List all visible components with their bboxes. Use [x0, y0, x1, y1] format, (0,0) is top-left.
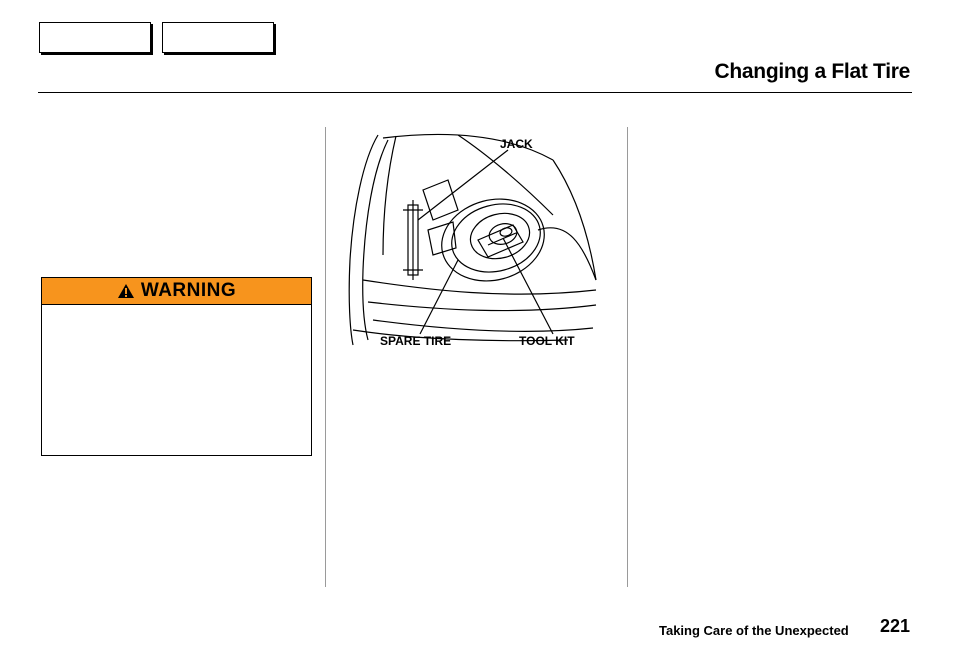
title-divider — [38, 92, 912, 93]
callout-spare-tire: SPARE TIRE — [380, 334, 452, 348]
footer-section-title: Taking Care of the Unexpected — [659, 623, 849, 638]
warning-triangle-icon — [117, 283, 135, 299]
warning-box — [41, 277, 312, 456]
column-divider-right — [627, 127, 628, 587]
nav-button-main-menu[interactable] — [39, 22, 151, 53]
trunk-illustration — [338, 130, 600, 350]
column-divider-left — [325, 127, 326, 587]
page-number: 221 — [880, 616, 911, 636]
page-title: Changing a Flat Tire — [714, 60, 910, 83]
warning-label: WARNING — [140, 280, 237, 301]
nav-button-index[interactable] — [162, 22, 274, 53]
callout-jack: JACK — [500, 137, 533, 151]
warning-header — [42, 278, 311, 305]
callout-tool-kit: TOOL KIT — [519, 334, 575, 348]
